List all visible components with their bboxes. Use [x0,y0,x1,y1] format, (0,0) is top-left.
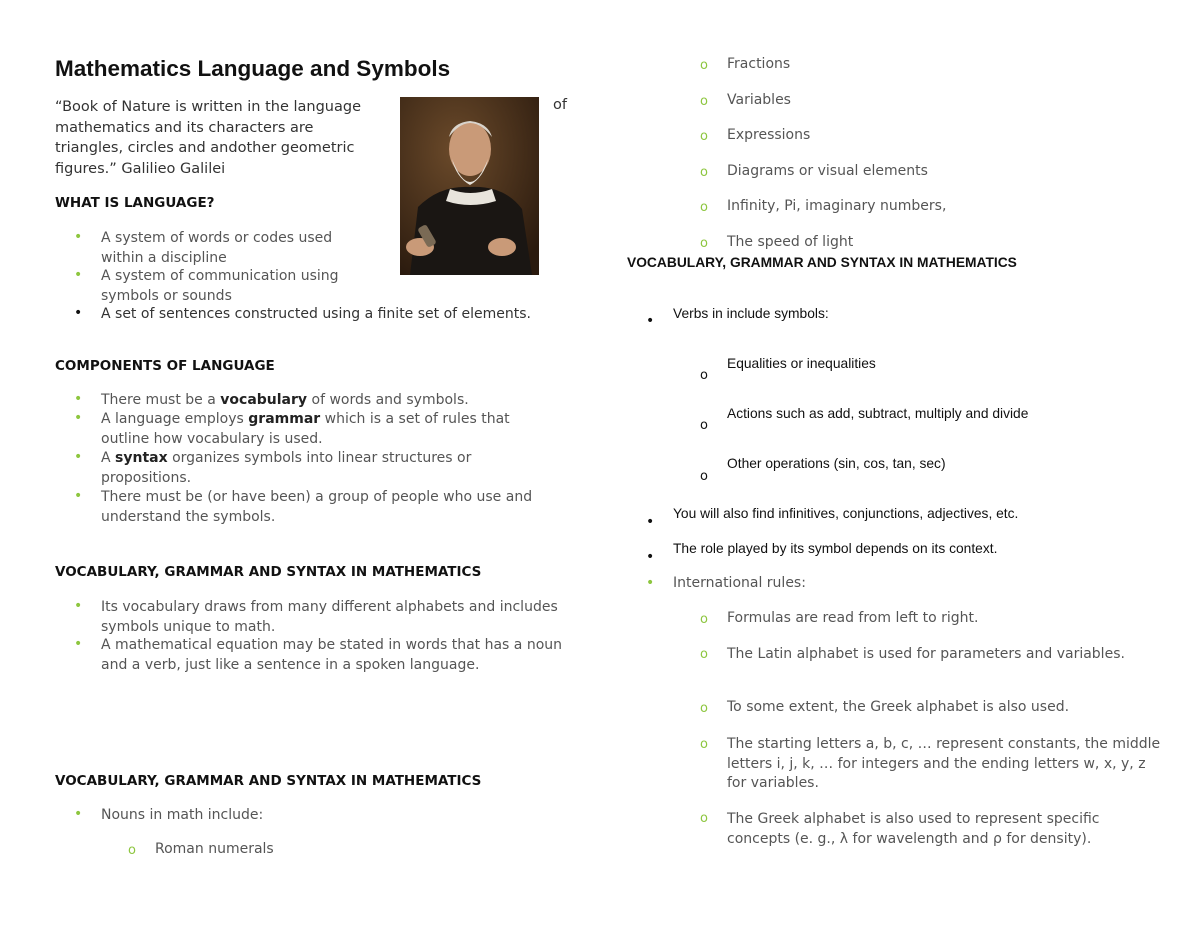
list-item: A set of sentences constructed using a finite set of elements. [101,306,532,322]
list-item: A syntax organizes symbols into linear structures or propositions. [101,450,472,486]
bullet-icon: • [646,514,655,530]
circle-bullet-icon: o [700,612,708,627]
circle-bullet-icon: o [700,200,708,215]
list-item: You will also find infinitives, conjunctions, adjectives, etc. [673,506,1019,521]
circle-bullet-icon: o [700,58,708,73]
circle-bullet-icon: o [700,811,708,826]
bullet-icon: • [74,636,83,652]
circle-bullet-icon: o [128,843,136,858]
components-heading: COMPONENTS OF LANGUAGE [55,358,275,374]
circle-bullet-icon: o [700,368,708,383]
sub-list-item: The starting letters a, b, c, … represent constants, the middle letters i, j, k, … for integers and the ending letters w, x, y, z for variables. [727,736,1161,791]
list-item: A system of words or codes used within a discipline [101,230,333,266]
sub-list-item: Diagrams or visual elements [727,163,928,179]
sub-list-item: The speed of light [727,234,854,250]
sub-list-item: The Latin alphabet is used for parameters and variables. [727,646,1125,662]
circle-bullet-icon: o [700,94,708,109]
bullet-icon: • [646,549,655,565]
bullet-icon: • [646,313,655,329]
circle-bullet-icon: o [700,165,708,180]
bullet-icon: • [74,598,83,614]
vgs-heading-1: VOCABULARY, GRAMMAR AND SYNTAX IN MATHEMATICS [55,564,482,580]
circle-bullet-icon: o [700,236,708,251]
vgs-heading-2: VOCABULARY, GRAMMAR AND SYNTAX IN MATHEMATICS [55,773,482,789]
sub-list-item: Formulas are read from left to right. [727,610,979,626]
list-item: Nouns in math include: [101,807,264,823]
list-item: Verbs in include symbols: [673,306,829,321]
bullet-icon: • [74,806,83,822]
list-item: International rules: [673,575,806,591]
bullet-icon: • [74,410,83,426]
bullet-icon: • [646,575,655,591]
what-is-language-heading: WHAT IS LANGUAGE? [55,195,215,211]
galileo-quote: “Book of Nature is written in the language mathematics and its characters are triangles, circles and andother geometric figures.” Galilieo Galilei [55,99,362,177]
circle-bullet-icon: o [700,701,708,716]
sub-list-item: Roman numerals [155,841,274,857]
bullet-icon: • [74,449,83,465]
vgs-heading-3: VOCABULARY, GRAMMAR AND SYNTAX IN MATHEMATICS [627,255,1017,270]
sub-list-item: Variables [727,92,791,108]
circle-bullet-icon: o [700,418,708,433]
list-item: There must be (or have been) a group of people who use and understand the symbols. [101,489,533,525]
quote-trailing-word: of [553,97,567,113]
bullet-icon: • [74,391,83,407]
circle-bullet-icon: o [700,737,708,752]
list-item: The role played by its symbol depends on its context. [673,541,998,556]
sub-list-item: The Greek alphabet is also used to represent specific concepts (e. g., λ for wavelength and ρ for density). [727,811,1100,847]
list-item: A system of communication using symbols or sounds [101,268,339,304]
circle-bullet-icon: o [700,469,708,484]
sub-list-item: Equalities or inequalities [727,356,876,371]
galileo-portrait [400,97,539,275]
sub-list-item: To some extent, the Greek alphabet is also used. [727,699,1070,715]
bullet-icon: • [74,267,83,283]
page-title: Mathematics Language and Symbols [55,56,451,81]
bullet-icon: • [74,305,83,321]
bullet-icon: • [74,229,83,245]
sub-list-item: Expressions [727,127,811,143]
circle-bullet-icon: o [700,129,708,144]
bullet-icon: • [74,488,83,504]
list-item: Its vocabulary draws from many different alphabets and includes symbols unique to math. [101,599,558,635]
list-item: A mathematical equation may be stated in words that has a noun and a verb, just like a sentence in a spoken language. [101,637,563,673]
sub-list-item: Actions such as add, subtract, multiply and divide [727,406,1029,421]
sub-list-item: Fractions [727,56,791,72]
sub-list-item: Infinity, Pi, imaginary numbers, [727,198,947,214]
list-item: There must be a vocabulary of words and symbols. [101,392,469,408]
list-item: A language employs grammar which is a set of rules that outline how vocabulary is used. [101,411,510,447]
sub-list-item: Other operations (sin, cos, tan, sec) [727,456,946,471]
circle-bullet-icon: o [700,647,708,662]
